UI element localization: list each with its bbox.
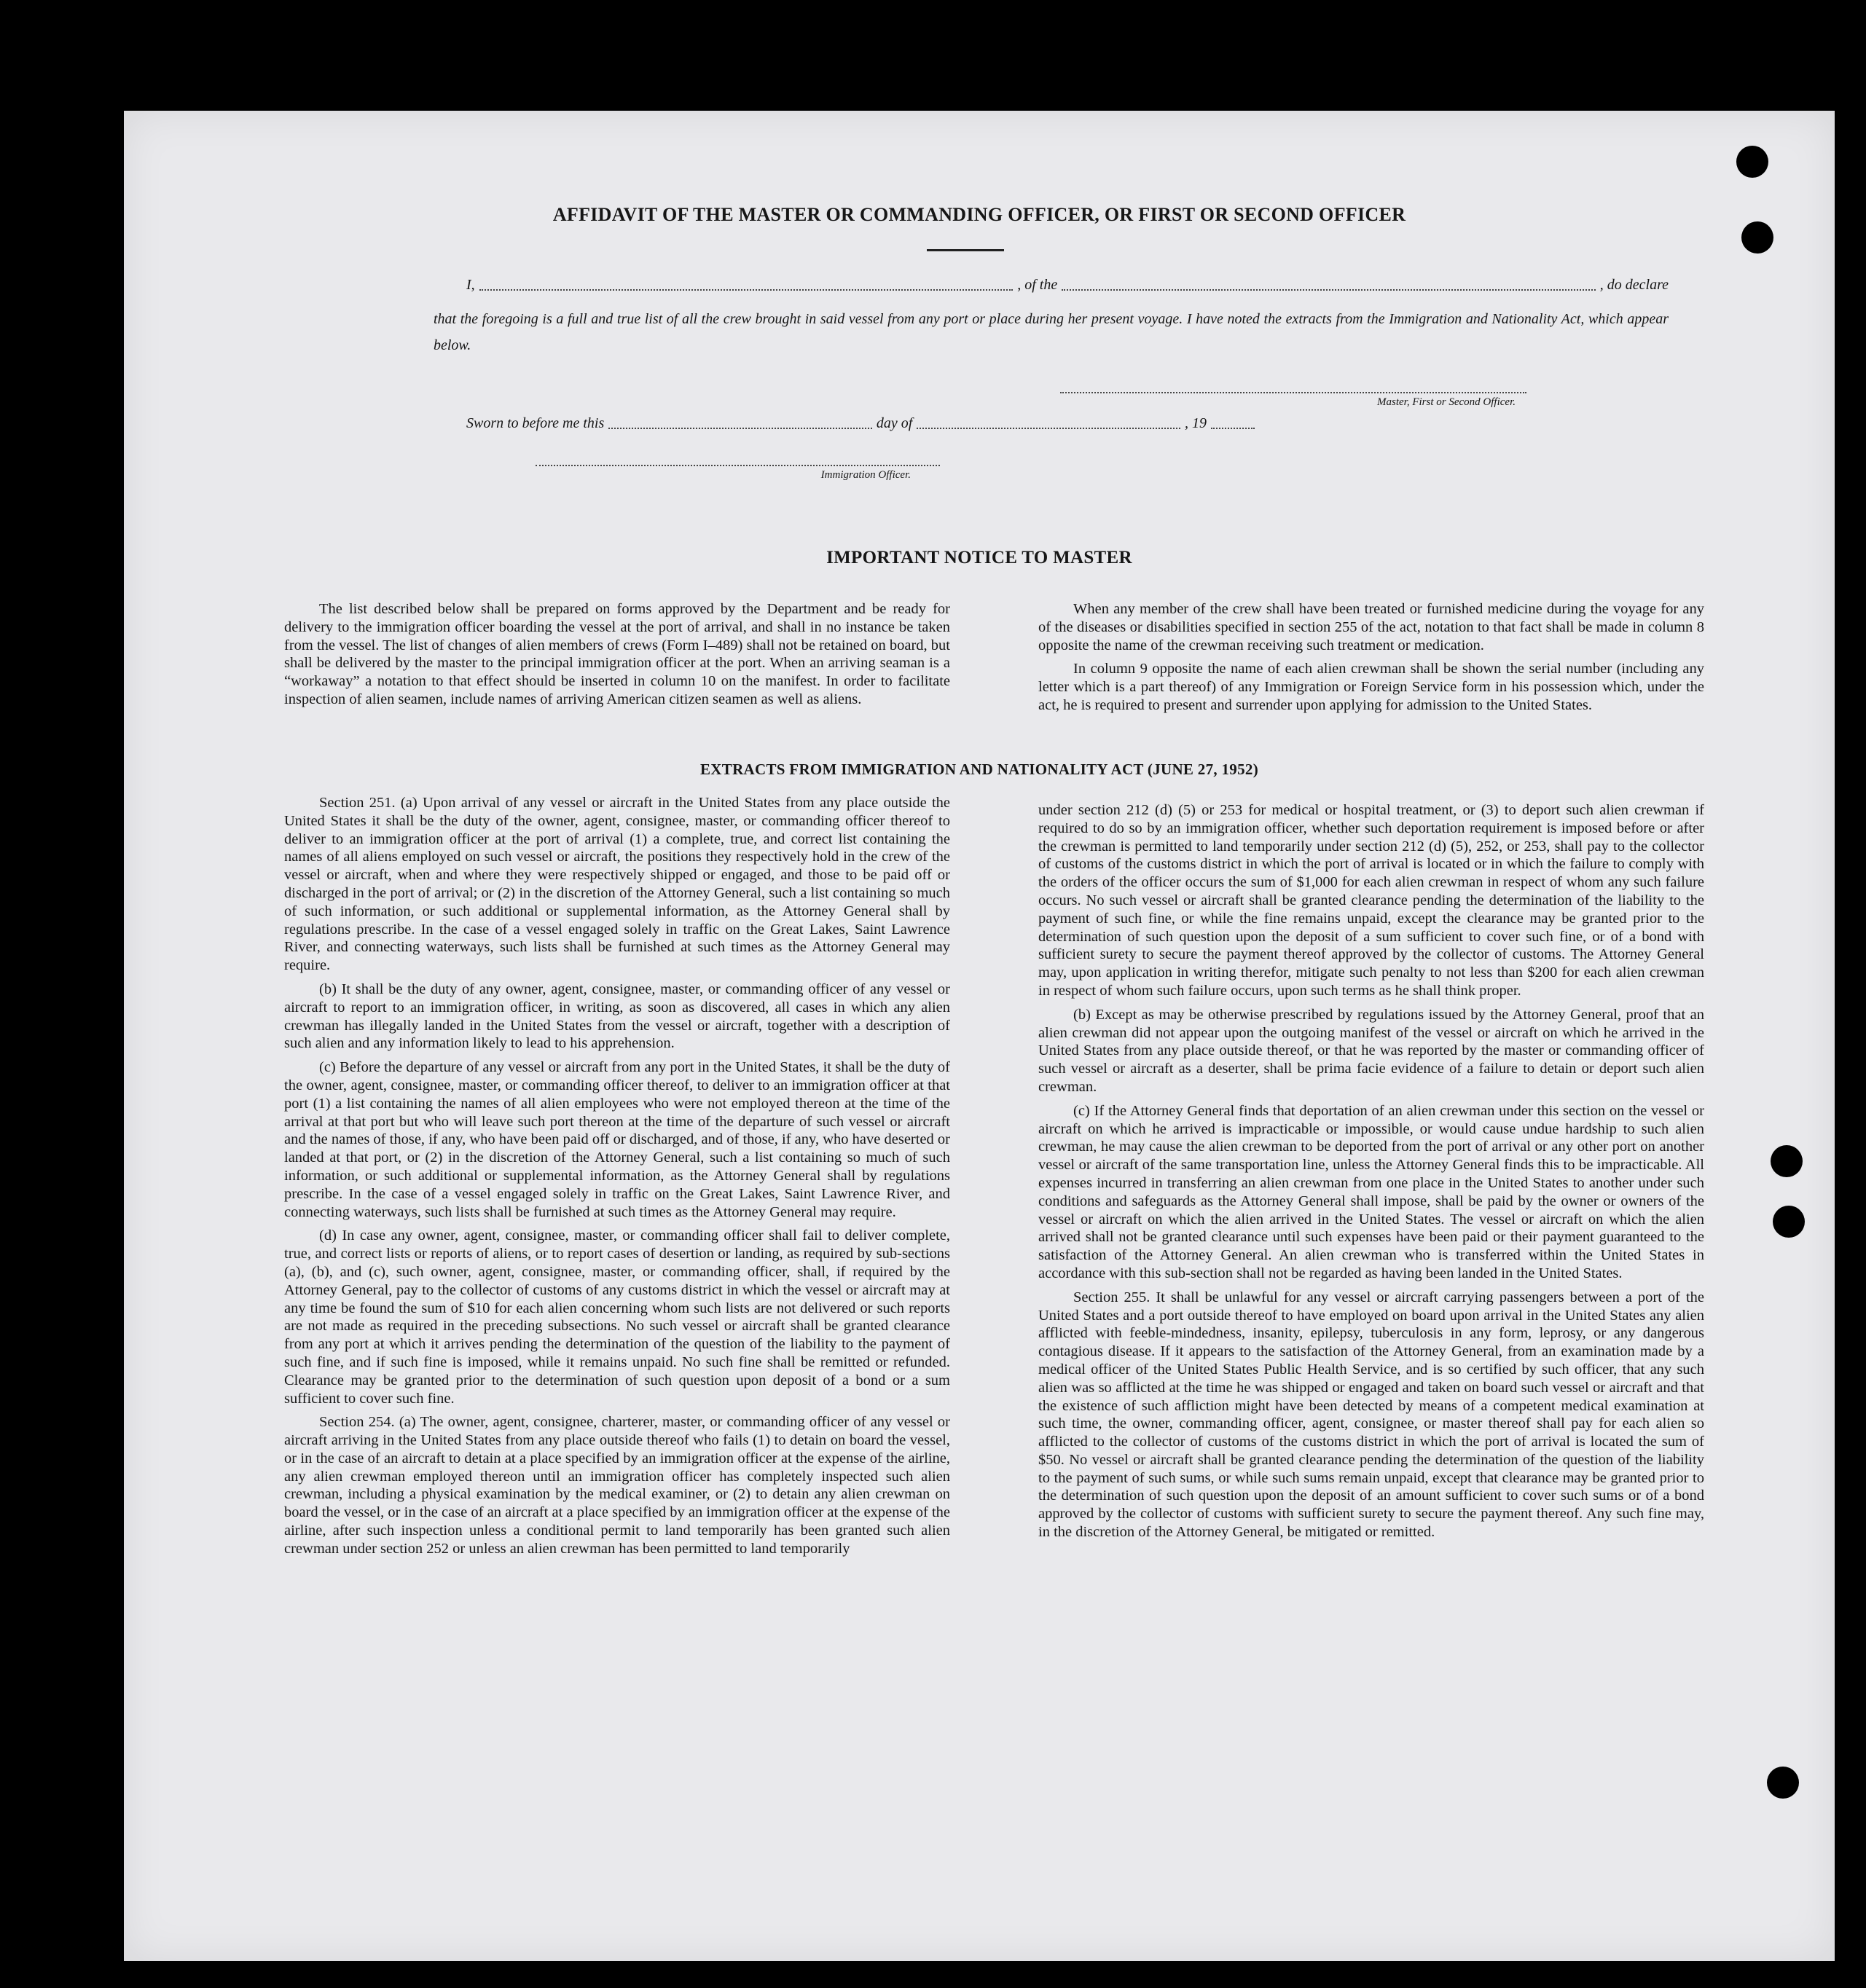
punch-hole: [1736, 146, 1768, 178]
day-of-label: day of: [876, 415, 913, 431]
notice-left-column: [284, 600, 950, 715]
affidavit-title: AFFIDAVIT OF THE MASTER OR COMMANDING OFFICER, OR FIRST OR SECOND OFFICER: [552, 204, 1406, 225]
extracts-title: EXTRACTS FROM IMMIGRATION AND NATIONALITY ACT (JUNE 27, 1952): [700, 761, 1258, 778]
notice-right-column: [1038, 600, 1704, 720]
sworn-line: [466, 415, 1259, 432]
officer-label: Immigration Officer.: [820, 469, 911, 481]
notice-paragraph: In column 9 opposite the name of each alien crewman shall be shown the serial number (including any letter which is a part thereof) of any Immigration or Foreign Service form in his possession which, under the act, he is required to present and surrender upon applying for admission to the United States.: [1038, 661, 1704, 713]
act-paragraph: Section 255. It shall be unlawful for any vessel or aircraft carrying passengers between a port of the United States and a port outside thereof to have employed on board upon arrival in the United States any alien afflicted with feeble-mindedness, insanity, epilepsy, tuberculosis in any form, leprosy, or any dangerous contagious disease. If it appears to the satisfaction of the Attorney General, from an examination made by a medical officer of the United States Public Health Service, and is so certified by such officer, that any such alien was so afflicted at the time he was shipped or engaged and taken on board such vessel or aircraft and that the existence of such affliction might have been detected by means of a competent medical examination at such time, the owner, commanding officer, agent, consignee, or master thereof shall pay for each alien so afflicted to the collector of customs of the customs district in which the port of arrival is located the sum of $50. No vessel or aircraft shall be granted clearance pending the determination of the question of the liability to the payment of such sums, or while such sums remain unpaid, except that clearance may be granted prior to the determination of such question upon the deposit of an amount sufficient to cover such sums or of a bond approved by the collector of customs with sufficient surety to secure the payment thereof. Any such fine may, in the discretion of the Attorney General, be mitigated or remitted.: [1038, 1289, 1704, 1541]
vessel-blank: [1062, 278, 1596, 291]
punch-hole: [1773, 1206, 1805, 1238]
declare-label: , do declare: [1599, 277, 1669, 293]
signature-label: Master, First or Second Officer.: [1377, 396, 1516, 408]
punch-hole: [1741, 221, 1773, 254]
act-paragraph: Section 254. (a) The owner, agent, consignee, charterer, master, or commanding officer of any vessel or aircraft arriving in the United States from any place outside thereof who fails (1) to detain on board the vessel, or in the case of an aircraft to detain at a place specified by an immigration officer at the expense of the airline, any alien crewman employed thereon until an immigration officer has completely inspected such alien crewman, including a physical examination by the medical examiner, or (2) to detain any alien crewman on board the vessel, or in the case of an aircraft at a place specified by an immigration officer at the expense of the airline, after such inspection unless a conditional permit to land temporarily has been granted such alien crewman under section 252 or unless an alien crewman has been permitted to land temporarily: [284, 1414, 950, 1557]
act-paragraph: (b) It shall be the duty of any owner, agent, consignee, master, or commanding officer of any vessel or aircraft to report to an immigration officer, in writing, as soon as discovered, all cases in which any alien crewman has illegally landed in the United States from the vessel or aircraft, together with a description of such alien and any information likely to lead to his apprehension.: [284, 981, 950, 1052]
punch-hole: [1767, 1767, 1799, 1799]
sworn-month-blank: [917, 416, 1180, 429]
declaration-line: [466, 277, 1669, 294]
act-paragraph: (b) Except as may be otherwise prescribed by regulations issued by the Attorney General, proof that an alien crewman did not appear upon the outgoing manifest of the vessel or aircraft on which he arrived in the United States from any place outside thereof, or that he was reported by the master or commanding officer of such vessel or aircraft as a deserter, shall be prima facie evidence of a failure to detain or deport such alien crewman.: [1038, 1006, 1704, 1095]
notice-title: IMPORTANT NOTICE TO MASTER: [826, 548, 1132, 567]
act-paragraph: Section 251. (a) Upon arrival of any vessel or aircraft in the United States from any place outside the United States it shall be the duty of the owner, agent, consignee, master, or commanding officer thereof to deliver to an immigration officer at the port of arrival (1) a complete, true, and correct list containing the names of all aliens employed on such vessel or aircraft, the positions they respectively hold in the crew of the vessel or aircraft, when and where they were respectively shipped or engaged, and those to be paid off or discharged in the port of arrival; or (2) in the discretion of the Attorney General, such a list containing so much of such information, or such additional or supplemental information, as the Attorney General shall by regulations prescribe. In the case of a vessel engaged solely in traffic on the Great Lakes, Saint Lawrence River, and connecting waterways, such lists shall be furnished at such times as the Attorney General may require.: [284, 795, 950, 974]
i-label: I,: [466, 277, 475, 293]
sworn-label: Sworn to before me this: [466, 415, 605, 431]
act-paragraph: under section 212 (d) (5) or 253 for medical or hospital treatment, or (3) to deport such alien crewman if required to do so by an immigration officer, whether such deportation requirement is imposed before or after the crewman is permitted to land temporarily under section 212 (d) (5), 252, or 253, shall pay to the collector of customs of the customs district in which the port of arrival is located or in which the failure to comply with the orders of the officer occurs the sum of $1,000 for each alien crewman in respect of whom any such failure occurs. No such vessel or aircraft shall be granted clearance pending the determination of the liability to the payment of such fine, or while the fine remains unpaid, except the clearance may be granted prior to the determination of such question upon the deposit of a sum sufficient to cover such fine, or of a bond with sufficient surety to secure the payment thereof approved by the collector of customs. The Attorney General may, upon application in writing therefor, mitigate such penalty to not less than $200 for each alien crewman in respect of whom such failure occurs, upon such terms as he shall think proper.: [1038, 802, 1704, 999]
notice-paragraph: When any member of the crew shall have been treated or furnished medicine during the voyage for any of the diseases or disabilities specified in section 255 of the act, notation to that fact shall be made in column 8 opposite the name of the crewman receiving such treatment or medication.: [1038, 601, 1704, 653]
year-label: , 19: [1185, 415, 1207, 431]
sworn-year-blank: [1211, 416, 1255, 429]
act-paragraph: (c) If the Attorney General finds that deportation of an alien crewman under this section on the vessel or aircraft on which he arrived is impracticable or impossible, or would cause undue hardship to such alien crewman, he may cause the alien crewman to be deported from the port of arrival or any other port on another vessel or aircraft of the same transportation line, unless the Attorney General finds this to be impracticable. All expenses incurred in transferring an alien crewman from one place in the United States to another under such conditions and safeguards as the Attorney General shall impose, shall be paid by the owner or owners of the vessel or aircraft on which the alien arrived in the United States. The vessel or aircraft on which the alien arrived shall not be granted clearance until such expenses have been paid or their payment guaranteed to the satisfaction of the Attorney General. An alien crewman who is transferred within the United States in accordance with this sub-section shall not be regarded as having been landed in the United States.: [1038, 1102, 1704, 1281]
extracts-right-column: [1038, 801, 1704, 1547]
signature-line: [1060, 392, 1526, 393]
extracts-left-column: [284, 794, 950, 1564]
act-paragraph: (d) In case any owner, agent, consignee, master, or commanding officer shall fail to deliver complete, true, and correct lists or reports of aliens, or to report cases of desertion or landing, as required by sub-sections (a), (b), and (c), such owner, agent, consignee, master, or commanding officer, shall, if required by the Attorney General, pay to the collector of customs of any customs district in which the vessel or aircraft may at any time be found the sum of $10 for each alien concerning whom such lists are not delivered or such reports are not made as required in the preceding subsections. No such vessel or aircraft shall be granted clearance from any port at which it arrives pending the determination of the question of the liability to the payment of such fine, and if such fine is imposed, while it remains unpaid. No such fine shall be remitted or refunded. Clearance may be granted prior to the determination of such question upon deposit of a bond or a sum sufficient to cover such fine.: [284, 1227, 950, 1407]
name-blank: [479, 278, 1014, 291]
of-the-label: , of the: [1017, 277, 1058, 293]
title-rule: [927, 249, 1004, 251]
officer-signature-line: [536, 465, 940, 466]
affidavit-statement: that the foregoing is a full and true list of all the crew brought in said vessel from any port or place during her present voyage. I have noted the extracts from the Immigration and Nationality Act, which appear below.: [434, 311, 1669, 353]
document-page: [124, 111, 1835, 1961]
notice-paragraph: The list described below shall be prepared on forms approved by the Department and be ready for delivery to the immigration officer boarding the vessel at the port of arrival, and shall in no instance be taken from the vessel. The list of changes of alien members of crews (Form I–489) shall not be retained on board, but shall be delivered by the master to the principal immigration officer at the port. When an arriving seaman is a “workaway” a notation to that effect should be inserted in column 10 on the manifest. In order to facilitate inspection of alien seamen, include names of arriving American citizen seamen as well as aliens.: [284, 601, 950, 707]
punch-hole: [1771, 1145, 1803, 1177]
act-paragraph: (c) Before the departure of any vessel or aircraft from any port in the United States, it shall be the duty of the owner, agent, consignee, master, or commanding officer thereof, to deliver to an immigration officer at that port (1) a list containing the names of all alien employees who were not employed thereon at the time of the arrival at that port but who will leave such port thereon at the time of the departure of such vessel or aircraft and the names of those, if any, who have been paid off or discharged, and of those, if any, who have deserted or landed at that port, or (2) in the discretion of the Attorney General, such a list containing so much of such information, or such additional or supplemental information, as the Attorney General shall by regulations prescribe. In the case of a vessel engaged solely in traffic on the Great Lakes, Saint Lawrence River, and connecting waterways, such lists shall be furnished at such times as the Attorney General may require.: [284, 1059, 950, 1220]
sworn-day-blank: [608, 416, 872, 429]
